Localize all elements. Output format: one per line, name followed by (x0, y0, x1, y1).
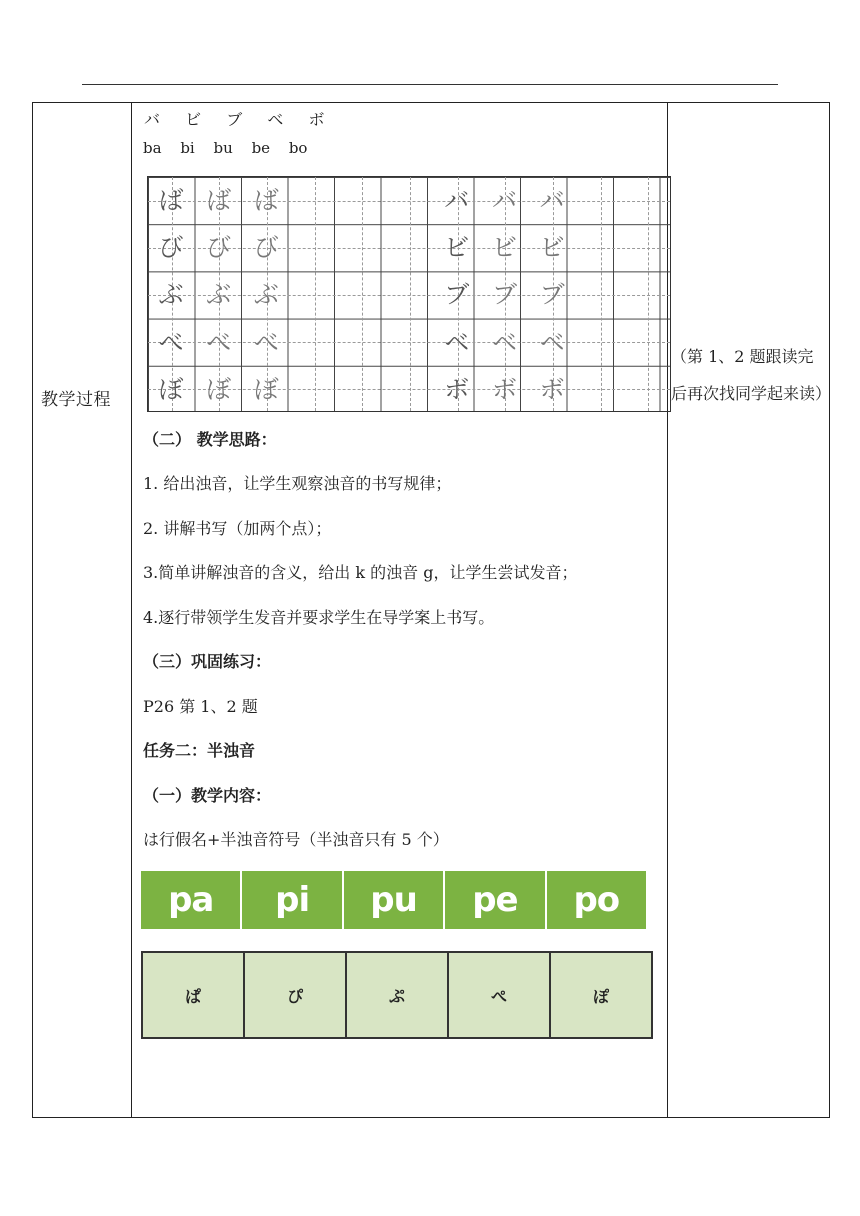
handakuon-table (141, 951, 653, 1039)
kana-cell: ぴ (244, 952, 346, 1038)
practice-hiragana: ぶ (253, 280, 279, 310)
practice-katakana: ブ (539, 280, 565, 310)
section-heading-content: （一）教学内容： (143, 786, 272, 805)
practice-hiragana: べ (158, 327, 184, 357)
romaji-item: be (251, 139, 271, 157)
romaji-cell: pa (141, 871, 242, 929)
grid-guide-line (410, 177, 411, 411)
practice-katakana: ボ (539, 374, 565, 404)
practice-hiragana: ば (158, 186, 184, 215)
romaji-item: bu (213, 139, 233, 157)
practice-katakana: ベ (444, 327, 470, 357)
practice-katakana: ビ (491, 233, 517, 263)
practice-katakana: バ (444, 186, 470, 215)
romaji-item: bi (180, 139, 195, 157)
section-heading-teaching-idea: （二） 教学思路： (143, 430, 277, 449)
practice-hiragana: び (158, 233, 184, 263)
practice-katakana: ボ (444, 374, 470, 404)
romaji-cell: po (547, 871, 646, 929)
kana-cell: ぽ (550, 952, 652, 1038)
practice-katakana: バ (539, 186, 565, 215)
column-divider (131, 103, 132, 1117)
kana-cell: ぺ (448, 952, 550, 1038)
practice-hiragana: べ (253, 327, 279, 357)
practice-katakana: ベ (539, 327, 565, 357)
romaji-cell: pe (445, 871, 546, 929)
step-item: 3.简单讲解浊音的含义，给出 k 的浊音 g，让学生尝试发音； (143, 563, 578, 582)
practice-hiragana: び (206, 233, 232, 263)
kana-cell: ぷ (346, 952, 448, 1038)
practice-katakana: ブ (491, 280, 517, 310)
row-label: 教学过程 (41, 390, 111, 410)
practice-katakana: ベ (491, 327, 517, 357)
teacher-note: （第 1、2 题跟读完后再次找同学起来读） (671, 347, 832, 403)
practice-hiragana: ば (206, 186, 232, 215)
grid-guide-line (601, 177, 602, 411)
practice-hiragana: ぶ (206, 280, 232, 310)
practice-reference: P26 第 1、2 题 (143, 697, 258, 716)
practice-katakana: ボ (491, 374, 517, 404)
practice-hiragana: ぼ (253, 374, 279, 404)
writing-practice-grid (147, 176, 671, 412)
romaji-item: ba (143, 139, 162, 157)
grid-guide-line (315, 177, 316, 411)
practice-katakana: ブ (444, 280, 470, 310)
table-row (142, 952, 652, 1038)
romaji-item: bo (288, 139, 308, 157)
romaji-banner (141, 871, 646, 929)
practice-katakana: ビ (539, 233, 565, 263)
katakana-item: ブ (226, 110, 243, 129)
lesson-table (32, 102, 830, 1118)
practice-hiragana: ぼ (206, 374, 232, 404)
katakana-item: ボ (308, 110, 325, 129)
step-item: 1. 给出浊音，让学生观察浊音的书写规律； (143, 474, 452, 493)
section-heading-practice: （三）巩固练习： (143, 652, 272, 671)
romaji-cell: pu (344, 871, 445, 929)
katakana-row (144, 107, 344, 130)
katakana-item: ベ (267, 110, 284, 129)
practice-katakana: ビ (444, 233, 470, 263)
practice-hiragana: び (253, 233, 279, 263)
practice-hiragana: べ (206, 327, 232, 357)
romaji-cell: pi (242, 871, 343, 929)
task-heading: 任务二：半浊音 (143, 741, 256, 760)
step-item: 2. 讲解书写（加两个点）； (143, 519, 332, 538)
step-item: 4.逐行带领学生发音并要求学生在导学案上书写。 (143, 608, 495, 627)
katakana-item: ビ (185, 110, 202, 129)
practice-katakana: バ (491, 186, 517, 215)
practice-hiragana: ば (253, 186, 279, 215)
romaji-row (143, 139, 321, 157)
practice-hiragana: ぶ (158, 280, 184, 310)
header-rule (82, 84, 778, 85)
katakana-item: バ (144, 110, 161, 129)
grid-guide-line (648, 177, 649, 411)
kana-cell: ぱ (142, 952, 244, 1038)
content-description: は行假名+半浊音符号（半浊音只有 5 个） (143, 830, 449, 849)
grid-guide-line (362, 177, 363, 411)
practice-hiragana: ぼ (158, 374, 184, 404)
